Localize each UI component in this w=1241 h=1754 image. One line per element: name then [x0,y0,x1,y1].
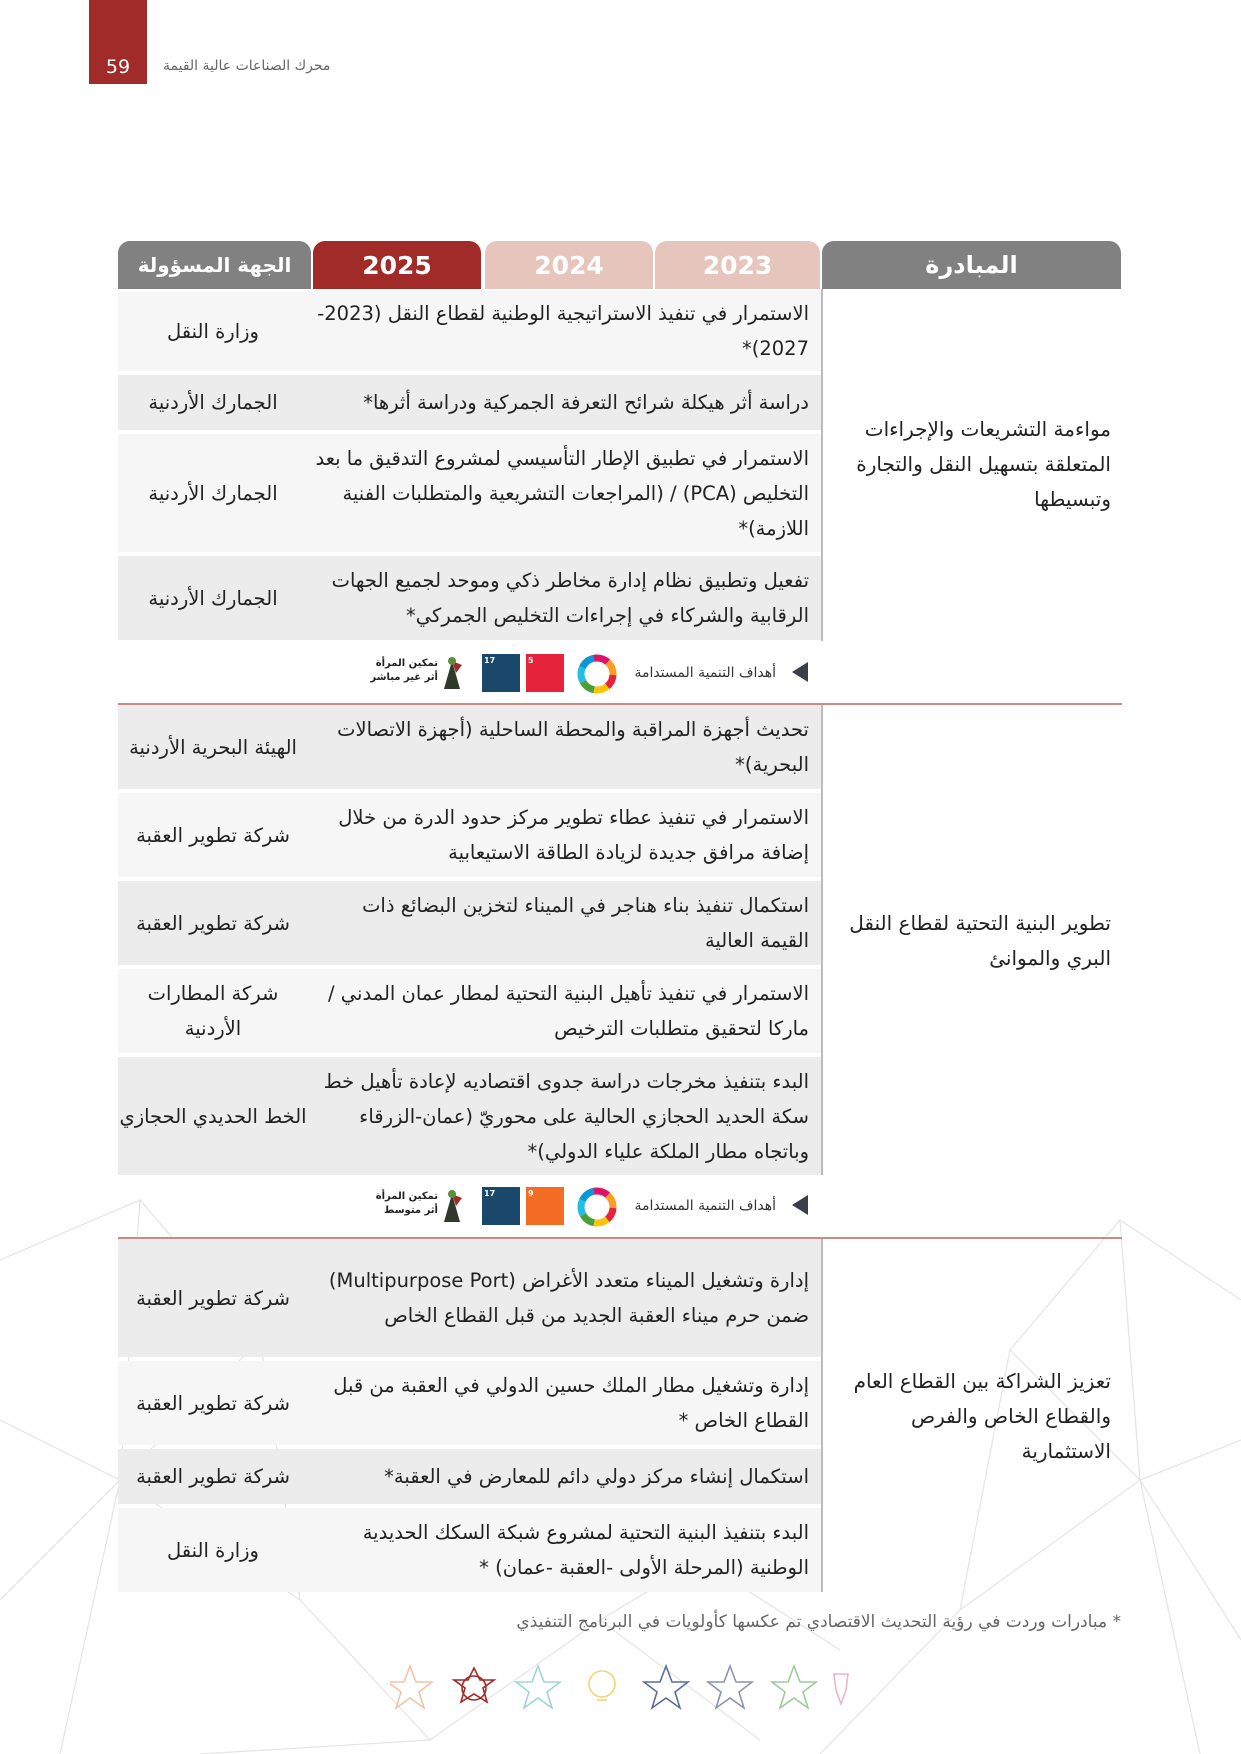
table-row [118,793,821,877]
table-row [118,556,821,640]
page-number: 59 [105,56,131,78]
leaf-star-icon [772,1666,816,1708]
column-header-2024: 2024 [485,241,653,289]
sdg-goal-badge: 17 [482,1187,520,1225]
row-action: الاستمرار في تنفيذ الاستراتيجية الوطنية لقطاع النقل (2023-2027)* [317,302,809,360]
table-row [118,881,821,965]
sdg-goal-badge: 17 [482,654,520,692]
column-divider [821,1239,823,1592]
circuit-star-icon [516,1666,560,1708]
row-action: تفعيل وتطبيق نظام إدارة مخاطر ذكي وموحد لجميع الجهات الرقابية والشركاء في إجراءات التخليص الجمركي* [331,569,809,627]
row-responsible: الهيئة البحرية الأردنية [129,735,297,759]
women-empowerment-label [368,657,438,685]
sdg-label: أهداف التنمية المستدامة [634,665,776,681]
row-action: دراسة أثر هيكلة شرائح التعرفة الجمركية ودراسة أثرها* [363,391,809,414]
column-header-2023: 2023 [655,241,820,289]
column-divider [821,289,823,641]
row-action: استكمال تنفيذ بناء هناجر في الميناء لتخزين البضائع ذات القيمة العالية [362,894,809,952]
star-gear-icon [644,1666,688,1708]
row-action: الاستمرار في تنفيذ تأهيل البنية التحتية لمطار عمان المدني / ماركا لتحقيق متطلبات الترخيص [328,982,809,1040]
row-responsible: شركة تطوير العقبة [136,823,290,847]
women-empowerment-icon [440,1186,466,1226]
table-row [118,434,821,552]
column-header-responsible: الجهة المسؤولة [118,241,311,289]
column-header-2025: 2025 [313,241,481,289]
column-divider [821,705,823,1175]
initiative-label: تعزيز الشراكة بين القطاع العام والقطاع الخاص والفرص الاستثمارية [853,1368,1111,1463]
row-responsible: شركة تطوير العقبة [136,1286,290,1310]
row-action: إدارة وتشغيل مطار الملك حسين الدولي في العقبة من قبل القطاع الخاص * [333,1374,809,1432]
row-action: الاستمرار في تنفيذ عطاء تطوير مركز حدود الدرة من خلال إضافة مرافق جديدة لزيادة الطاقة الاستيعابية [338,806,809,864]
lightbulb-icon [589,1671,615,1697]
row-responsible: الجمارك الأردنية [148,586,278,610]
sdg-strip [370,1178,810,1234]
triangle-pointer-icon [792,662,808,682]
table-row [118,1239,821,1357]
row-action: البدء بتنفيذ مخرجات دراسة جدوى اقتصاديه لإعادة تأهيل خط سكة الحديد الحجازي الحالية على محوريّ (عمان-الزرقاء وباتجاه مطار الملكة علياء الدولي)* [323,1069,809,1163]
sdg-wheel-icon [576,1186,618,1228]
row-action: تحديث أجهزة المراقبة والمحطة الساحلية (أجهزة الاتصالات البحرية)* [337,718,809,776]
table-row [118,291,821,371]
sdg-goal-badge: 9 [526,1187,564,1225]
table-row [118,1449,821,1504]
star-icon [454,1668,494,1702]
women-empowerment-impact: أثر متوسط [384,1205,438,1216]
column-header-initiative: المبادرة [822,241,1121,289]
row-action: إدارة وتشغيل الميناء متعدد الأغراض (Multipurpose Port) ضمن حرم ميناء العقبة الجديد من قبل القطاع الخاص [328,1269,809,1327]
star-chart-icon [390,1666,432,1708]
row-responsible: شركة تطوير العقبة [136,911,290,935]
sector-icons-strip [390,1660,850,1720]
row-responsible: شركة تطوير العقبة [136,1465,290,1488]
women-empowerment-title: تمكين المرأة [375,1191,438,1202]
sdg-wheel-icon [576,653,618,695]
table-row [118,1361,821,1445]
running-header-title: محرك الصناعات عالية القيمة [163,58,331,74]
table-row [118,1508,821,1592]
triangle-pointer-icon [792,1195,808,1215]
sdg-strip [370,645,810,701]
row-responsible: شركة تطوير العقبة [136,1391,290,1415]
table-row [118,705,821,789]
initiative-label: مواءمة التشريعات والإجراءات المتعلقة بتسهيل النقل والتجارة وتبسيطها [856,416,1111,511]
row-responsible: الجمارك الأردنية [148,391,278,414]
women-empowerment-icon [440,653,466,693]
row-action: الاستمرار في تطبيق الإطار التأسيسي لمشروع التدقيق ما بعد التخليص (PCA) / (المراجعات التشريعية والمتطلبات الفنية اللازمة)* [315,446,809,540]
women-empowerment-title: تمكين المرأة [375,658,438,669]
footnote: * مبادرات وردت في رؤية التحديث الاقتصادي تم عكسها كأولويات في البرنامج التنفيذي [516,1612,1121,1632]
women-empowerment-impact: أثر غير مباشر [370,672,438,683]
row-responsible: الجمارك الأردنية [148,481,278,505]
table-row [118,969,821,1053]
diamond-icon [834,1674,848,1704]
row-action: استكمال إنشاء مركز دولي دائم للمعارض في العقبة* [384,1465,809,1488]
sdg-goal-badge: 5 [526,654,564,692]
row-responsible: وزارة النقل [167,1538,259,1562]
row-responsible: الخط الحديدي الحجازي [119,1104,307,1128]
sdg-label: أهداف التنمية المستدامة [634,1198,776,1214]
table-row [118,375,821,430]
row-responsible: شركة المطارات الأردنية [147,982,279,1040]
plane-star-icon [708,1666,752,1708]
initiative-label: تطوير البنية التحتية لقطاع النقل البري والموانئ [849,911,1111,970]
row-action: البدء بتنفيذ البنية التحتية لمشروع شبكة السكك الحديدية الوطنية (المرحلة الأولى -العقبة -عمان) * [362,1521,809,1579]
women-empowerment-label [368,1190,438,1218]
row-responsible: وزارة النقل [167,319,259,343]
table-row [118,1057,821,1175]
